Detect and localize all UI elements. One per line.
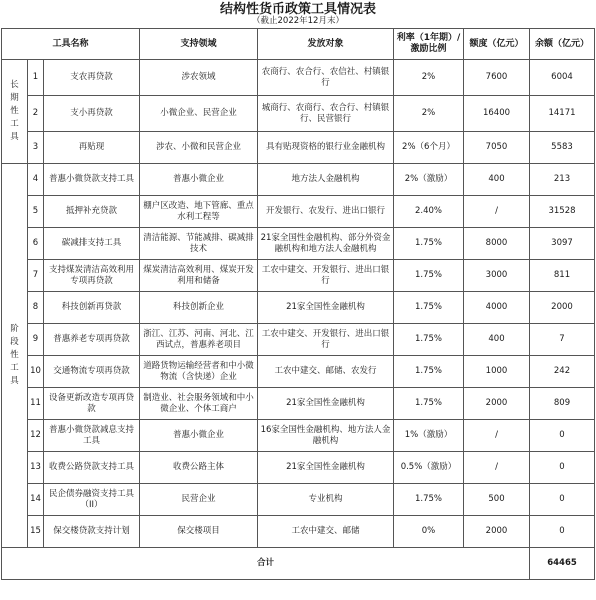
row-balance: 0 xyxy=(530,420,595,452)
table-row xyxy=(2,96,595,132)
row-tool-name: 再贴现 xyxy=(44,132,140,164)
row-rate: 0% xyxy=(394,516,464,548)
row-tool-name: 普惠小微贷款支持工具 xyxy=(44,164,140,196)
row-tool-name: 普惠小微贷款减息支持工具 xyxy=(44,420,140,452)
row-tool-name: 碳减排支持工具 xyxy=(44,228,140,260)
row-tool-name: 支农再贷款 xyxy=(44,60,140,96)
row-rate: 1.75% xyxy=(394,388,464,420)
row-rate: 1.75% xyxy=(394,356,464,388)
table-row xyxy=(2,260,595,292)
row-tool-name: 交通物流专项再贷款 xyxy=(44,356,140,388)
row-quota: 4000 xyxy=(464,292,530,324)
row-quota: 400 xyxy=(464,164,530,196)
row-balance: 0 xyxy=(530,516,595,548)
group-label-phased xyxy=(2,164,28,548)
row-quota: / xyxy=(464,452,530,484)
row-rate: 1.75% xyxy=(394,260,464,292)
row-target: 工农中建交、开发银行、进出口银行 xyxy=(258,324,394,356)
group-label-long-term xyxy=(2,60,28,164)
row-field: 制造业、社会服务领域和中小微企业、个体工商户 xyxy=(140,388,258,420)
row-number: 13 xyxy=(28,452,44,484)
group-phased-text: 阶段性工具 xyxy=(10,324,19,386)
row-rate: 2% xyxy=(394,96,464,132)
total-label: 合计 xyxy=(2,548,530,580)
row-number: 10 xyxy=(28,356,44,388)
row-number: 1 xyxy=(28,60,44,96)
row-quota: 7600 xyxy=(464,60,530,96)
row-field: 涉农、小微和民营企业 xyxy=(140,132,258,164)
row-quota: 500 xyxy=(464,484,530,516)
row-number: 15 xyxy=(28,516,44,548)
row-balance: 213 xyxy=(530,164,595,196)
row-balance: 31528 xyxy=(530,196,595,228)
row-field: 道路货物运输经营者和中小微物流（含快递）企业 xyxy=(140,356,258,388)
row-balance: 3097 xyxy=(530,228,595,260)
row-field: 棚户区改造、地下管廊、重点水利工程等 xyxy=(140,196,258,228)
row-target: 21家全国性金融机构 xyxy=(258,388,394,420)
row-target: 工农中建交、邮储、农发行 xyxy=(258,356,394,388)
table-row xyxy=(2,356,595,388)
row-quota: 400 xyxy=(464,324,530,356)
table-row xyxy=(2,196,595,228)
row-number: 6 xyxy=(28,228,44,260)
row-number: 5 xyxy=(28,196,44,228)
row-target: 21家全国性金融机构 xyxy=(258,452,394,484)
row-balance: 809 xyxy=(530,388,595,420)
table-row xyxy=(2,228,595,260)
row-balance: 7 xyxy=(530,324,595,356)
row-field: 保交楼项目 xyxy=(140,516,258,548)
row-quota: 3000 xyxy=(464,260,530,292)
row-tool-name: 支小再贷款 xyxy=(44,96,140,132)
row-target: 21家全国性金融机构 xyxy=(258,292,394,324)
table-header-row xyxy=(2,29,595,60)
header-balance: 余额（亿元） xyxy=(530,29,595,60)
row-number: 12 xyxy=(28,420,44,452)
header-quota: 额度（亿元） xyxy=(464,29,530,60)
row-tool-name: 支持煤炭清洁高效利用专项再贷款 xyxy=(44,260,140,292)
row-field: 普惠小微企业 xyxy=(140,420,258,452)
row-field: 民营企业 xyxy=(140,484,258,516)
page-title: 结构性货币政策工具情况表 xyxy=(219,2,376,17)
row-field: 涉农领域 xyxy=(140,60,258,96)
row-number: 3 xyxy=(28,132,44,164)
row-balance: 811 xyxy=(530,260,595,292)
row-quota: / xyxy=(464,196,530,228)
total-value: 64465 xyxy=(530,548,595,580)
row-target: 开发银行、农发行、进出口银行 xyxy=(258,196,394,228)
row-number: 7 xyxy=(28,260,44,292)
header-rate: 利率（1年期）/激励比例 xyxy=(394,29,464,60)
row-balance: 0 xyxy=(530,452,595,484)
row-target: 工农中建交、邮储 xyxy=(258,516,394,548)
row-number: 2 xyxy=(28,96,44,132)
row-target: 城商行、农商行、农合行、村镇银行、民营银行 xyxy=(258,96,394,132)
total-row xyxy=(2,548,595,580)
row-rate: 1.75% xyxy=(394,484,464,516)
row-rate: 2% xyxy=(394,60,464,96)
header-field: 支持领域 xyxy=(140,29,258,60)
row-field: 收费公路主体 xyxy=(140,452,258,484)
row-target: 工农中建交、开发银行、进出口银行 xyxy=(258,260,394,292)
row-number: 8 xyxy=(28,292,44,324)
table-row xyxy=(2,164,595,196)
row-rate: 1.75% xyxy=(394,228,464,260)
row-number: 9 xyxy=(28,324,44,356)
row-quota: 8000 xyxy=(464,228,530,260)
row-balance: 14171 xyxy=(530,96,595,132)
row-target: 农商行、农合行、农信社、村镇银行 xyxy=(258,60,394,96)
row-number: 11 xyxy=(28,388,44,420)
table-row xyxy=(2,292,595,324)
row-target: 16家全国性金融机构、地方法人金融机构 xyxy=(258,420,394,452)
row-field: 浙江、江苏、河南、河北、江西试点，普惠养老项目 xyxy=(140,324,258,356)
row-field: 普惠小微企业 xyxy=(140,164,258,196)
row-target: 21家全国性金融机构、部分外资金融机构和地方法人金融机构 xyxy=(258,228,394,260)
row-tool-name: 收费公路贷款支持工具 xyxy=(44,452,140,484)
row-target: 具有贴现资格的银行业金融机构 xyxy=(258,132,394,164)
row-quota: 16400 xyxy=(464,96,530,132)
row-balance: 6004 xyxy=(530,60,595,96)
page-subtitle: （截止2022年12月末） xyxy=(252,16,344,26)
row-number: 4 xyxy=(28,164,44,196)
table-row xyxy=(2,452,595,484)
row-rate: 1.75% xyxy=(394,292,464,324)
row-tool-name: 设备更新改造专项再贷款 xyxy=(44,388,140,420)
row-rate: 0.5%（激励） xyxy=(394,452,464,484)
table-row xyxy=(2,324,595,356)
row-tool-name: 抵押补充贷款 xyxy=(44,196,140,228)
header-target: 发放对象 xyxy=(258,29,394,60)
row-rate: 2%（激励） xyxy=(394,164,464,196)
table-row xyxy=(2,484,595,516)
row-balance: 5583 xyxy=(530,132,595,164)
policy-tools-table xyxy=(1,28,595,580)
row-rate: 2%（6个月） xyxy=(394,132,464,164)
group-long-term-text: 长期性工具 xyxy=(10,80,19,142)
row-rate: 1.75% xyxy=(394,324,464,356)
table-row xyxy=(2,132,595,164)
row-rate: 2.40% xyxy=(394,196,464,228)
row-balance: 242 xyxy=(530,356,595,388)
row-field: 煤炭清洁高效利用、煤炭开发利用和储备 xyxy=(140,260,258,292)
row-tool-name: 普惠养老专项再贷款 xyxy=(44,324,140,356)
table-row xyxy=(2,388,595,420)
row-tool-name: 保交楼贷款支持计划 xyxy=(44,516,140,548)
row-target: 专业机构 xyxy=(258,484,394,516)
row-balance: 2000 xyxy=(530,292,595,324)
row-field: 科技创新企业 xyxy=(140,292,258,324)
row-quota: 1000 xyxy=(464,356,530,388)
table-row xyxy=(2,420,595,452)
table-row xyxy=(2,60,595,96)
row-field: 小微企业、民营企业 xyxy=(140,96,258,132)
table-row xyxy=(2,516,595,548)
header-tool-name: 工具名称 xyxy=(2,29,140,60)
row-number: 14 xyxy=(28,484,44,516)
row-tool-name: 科技创新再贷款 xyxy=(44,292,140,324)
row-quota: 2000 xyxy=(464,388,530,420)
row-quota: 7050 xyxy=(464,132,530,164)
row-target: 地方法人金融机构 xyxy=(258,164,394,196)
row-tool-name: 民企债券融资支持工具（II） xyxy=(44,484,140,516)
row-balance: 0 xyxy=(530,484,595,516)
row-quota: 2000 xyxy=(464,516,530,548)
row-rate: 1%（激励） xyxy=(394,420,464,452)
row-quota: / xyxy=(464,420,530,452)
row-field: 清洁能源、节能减排、碳减排技术 xyxy=(140,228,258,260)
